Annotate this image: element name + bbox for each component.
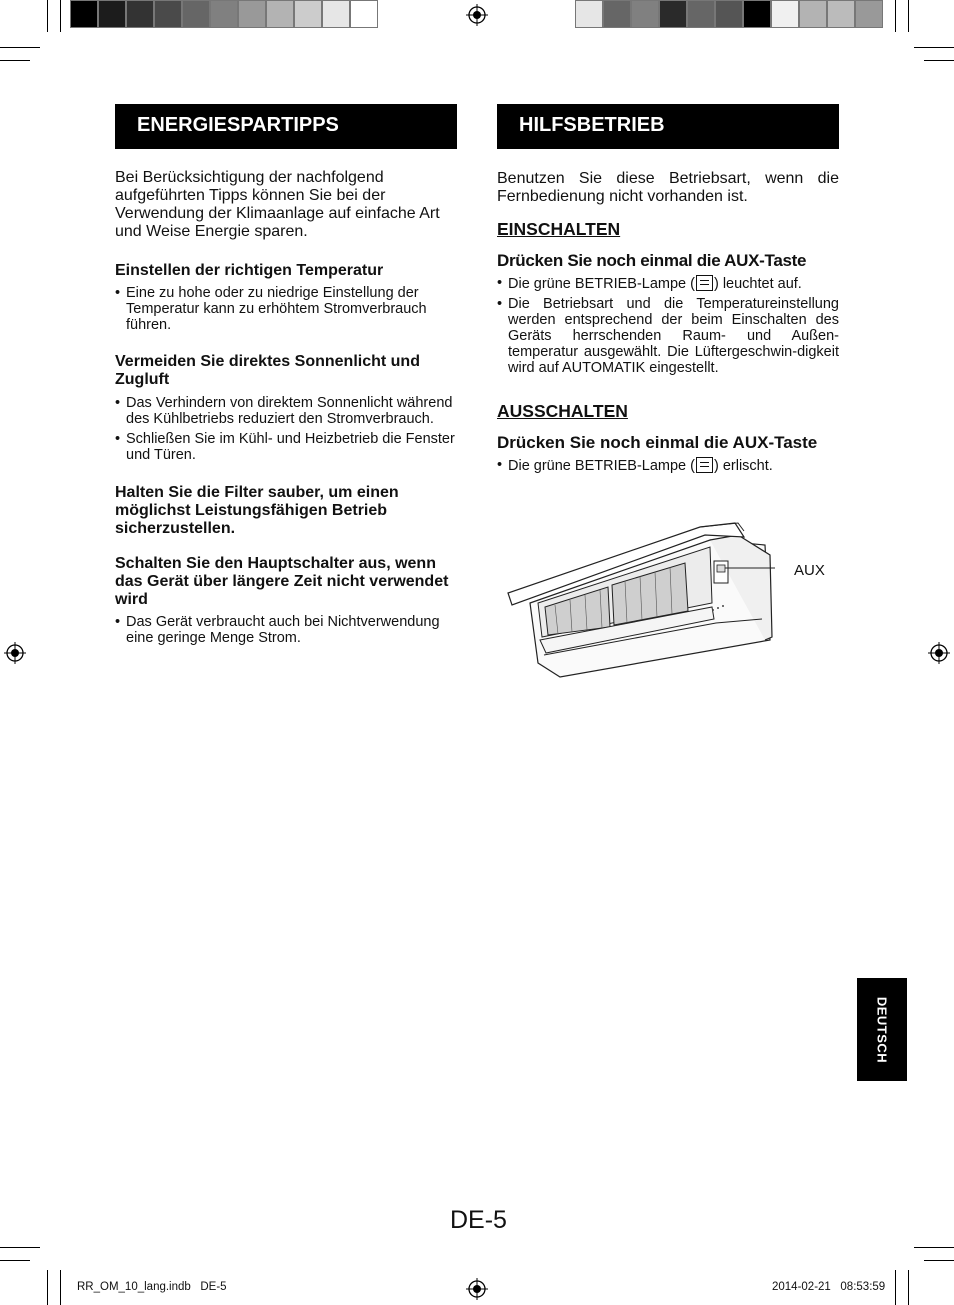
- registration-mark-icon: [466, 1278, 488, 1300]
- crop-mark: [914, 47, 954, 48]
- tip-list-sunlight: [115, 395, 457, 463]
- step-off: Drücken Sie noch einmal die AUX-Taste: [497, 433, 818, 452]
- subheading-on: EINSCHALTEN: [497, 219, 621, 239]
- list-off: [497, 457, 839, 474]
- aux-label: AUX: [794, 562, 825, 579]
- list-item: • Das Verhindern von direktem Sonnenlicht während des Kühlbetriebs reduziert den Stromverbrauch.: [115, 395, 457, 427]
- step-on: Drücken Sie noch einmal die AUX-Taste: [497, 251, 807, 270]
- color-swatch: [603, 0, 631, 28]
- color-bar-right: [575, 0, 883, 30]
- tip-title-temperature: Einstellen der richtigen Temperatur: [115, 262, 384, 279]
- page-number: DE-5: [450, 1206, 507, 1234]
- crop-mark: [908, 0, 909, 32]
- color-swatch: [210, 0, 238, 28]
- crop-mark: [0, 1247, 40, 1248]
- color-swatch: [238, 0, 266, 28]
- energy-intro: Bei Berücksichtigung der nachfolgend aufgeführten Tipps können Sie bei der Verwendung der Klimaanlage auf einfache Art und Weise Energie sparen.: [115, 169, 440, 240]
- list-item: • Schließen Sie im Kühl- und Heizbetrieb die Fenster und Türen.: [115, 431, 457, 463]
- subheading-off: AUSSCHALTEN: [497, 401, 628, 421]
- color-swatch: [687, 0, 715, 28]
- air-conditioner-illustration: [500, 515, 840, 685]
- color-swatch: [827, 0, 855, 28]
- color-swatch: [631, 0, 659, 28]
- color-swatch: [322, 0, 350, 28]
- color-swatch: [70, 0, 98, 28]
- operation-lamp-icon: [696, 275, 713, 291]
- color-swatch: [659, 0, 687, 28]
- crop-mark: [895, 0, 896, 32]
- tip-list-main-switch: [115, 614, 457, 646]
- tip-title-filter: Halten Sie die Filter sauber, um einen möglichst Leistungsfähigen Betrieb sicherzustellen.: [115, 484, 399, 537]
- crop-mark: [924, 1260, 954, 1261]
- list-item: • Die grüne BETRIEB-Lampe ( ) erlischt.: [497, 457, 839, 474]
- color-swatch: [182, 0, 210, 28]
- color-swatch: [575, 0, 603, 28]
- color-swatch: [126, 0, 154, 28]
- list-item: • Die Betriebsart und die Temperatureinstellung werden entsprechend der beim Einschalten des Geräts herrschenden Raum- und Außen-temperatur ausgewählt. Die Lüftergeschwin-digkeit wird auf AUTOMATIK eingestellt.: [497, 296, 839, 376]
- operation-lamp-icon: [696, 457, 713, 473]
- list-item: • Eine zu hohe oder zu niedrige Einstellung der Temperatur kann zu erhöhtem Stromverbrauch führen.: [115, 285, 457, 333]
- left-column: [115, 104, 457, 650]
- language-tab-label: DEUTSCH: [874, 996, 890, 1063]
- color-swatch: [154, 0, 182, 28]
- aux-intro: Benutzen Sie diese Betriebsart, wenn die Fernbedienung nicht vorhanden ist.: [497, 170, 839, 205]
- color-swatch: [743, 0, 771, 28]
- section-header-aux: HILFSBETRIEB: [497, 104, 839, 149]
- crop-mark: [914, 1247, 954, 1248]
- color-swatch: [771, 0, 799, 28]
- color-swatch: [715, 0, 743, 28]
- section-header-energy: ENERGIESPARTIPPS: [115, 104, 457, 149]
- tip-title-main-switch: Schalten Sie den Hauptschalter aus, wenn das Gerät über längere Zeit nicht verwendet wird: [115, 555, 449, 608]
- color-swatch: [855, 0, 883, 28]
- tip-title-sunlight: Vermeiden Sie direktes Sonnenlicht und Zugluft: [115, 353, 420, 388]
- crop-mark: [0, 1260, 30, 1261]
- list-on: [497, 275, 839, 376]
- crop-mark: [47, 1270, 48, 1305]
- color-bar-left: [70, 0, 378, 30]
- registration-mark-icon: [928, 642, 950, 664]
- crop-mark: [0, 60, 30, 61]
- color-swatch: [799, 0, 827, 28]
- registration-mark-icon: [4, 642, 26, 664]
- list-item: • Das Gerät verbraucht auch bei Nichtverwendung eine geringe Menge Strom.: [115, 614, 457, 646]
- right-column: [497, 104, 839, 478]
- color-swatch: [266, 0, 294, 28]
- tip-list-temperature: [115, 285, 457, 333]
- crop-mark: [47, 0, 48, 32]
- crop-mark: [0, 47, 40, 48]
- color-swatch: [350, 0, 378, 28]
- list-item: • Die grüne BETRIEB-Lampe ( ) leuchtet auf.: [497, 275, 839, 292]
- footer-timestamp: 2014-02-21 08:53:59: [772, 1281, 886, 1293]
- footer-file: RR_OM_10_lang.indb DE-5: [77, 1281, 227, 1293]
- color-swatch: [98, 0, 126, 28]
- crop-mark: [60, 0, 61, 32]
- crop-mark: [924, 60, 954, 61]
- registration-mark-icon: [466, 4, 488, 26]
- language-tab: [857, 978, 907, 1081]
- crop-mark: [60, 1270, 61, 1305]
- color-swatch: [294, 0, 322, 28]
- crop-mark: [908, 1270, 909, 1305]
- crop-mark: [895, 1270, 896, 1305]
